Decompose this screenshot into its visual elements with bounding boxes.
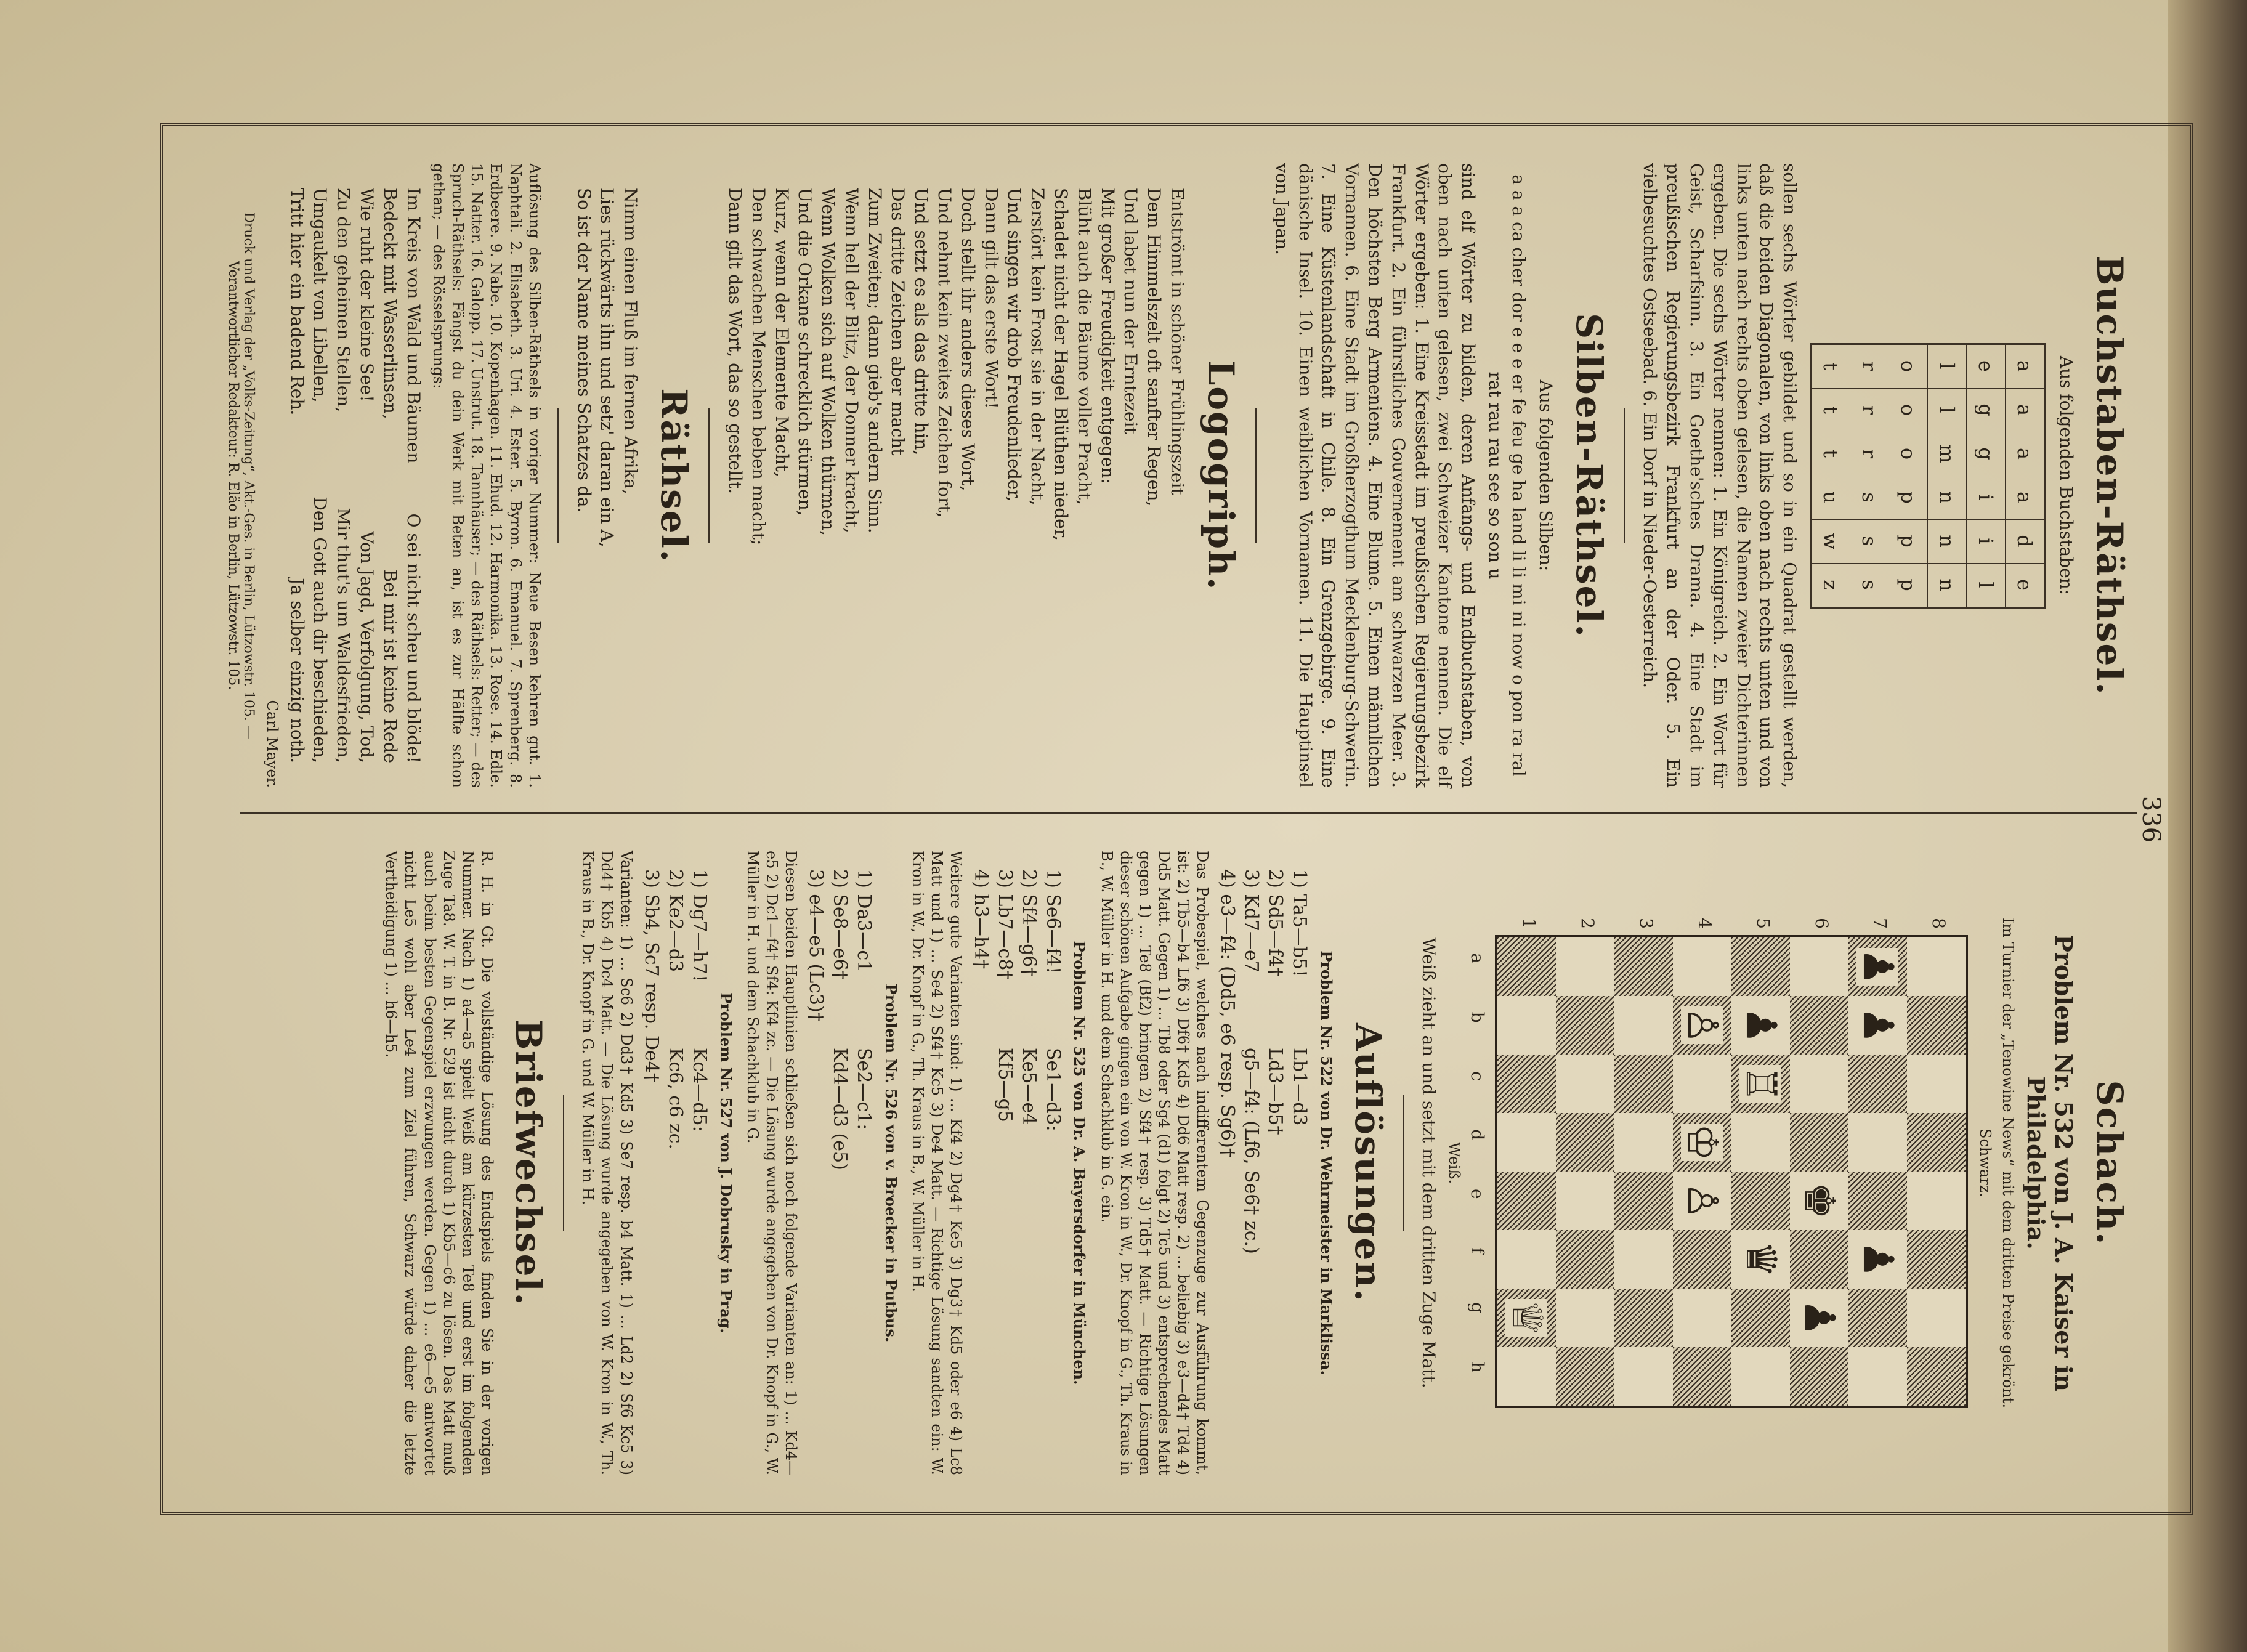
board-square — [1614, 1172, 1673, 1230]
file-label: a — [1467, 953, 1488, 963]
board-square — [1556, 1055, 1614, 1113]
move-row — [993, 869, 1017, 1475]
poem-line: Und labet nun der Erntezeit — [1120, 188, 1141, 434]
rank-label: 4 — [1694, 918, 1715, 929]
board-square — [1731, 1230, 1790, 1289]
board-square — [1614, 937, 1673, 996]
poem-half: Mir thut's um Waldesfrieden, — [333, 508, 354, 763]
board-square — [1907, 1289, 1966, 1347]
board-square — [1848, 1230, 1907, 1289]
board-square — [1848, 996, 1907, 1055]
file-label: g — [1467, 1302, 1488, 1314]
left-column — [225, 163, 2137, 814]
board-square — [1497, 1347, 1556, 1406]
move-text: 1) Dg7—h7! — [688, 869, 710, 982]
chess-piece-icon: ♙ — [1678, 1006, 1727, 1044]
poem-half: Zu den geheimen Stellen, — [333, 188, 354, 413]
move-row — [663, 869, 687, 1475]
board-square — [1848, 1347, 1907, 1406]
file-label: f — [1467, 1247, 1488, 1254]
poem-line — [331, 188, 355, 763]
divider — [563, 1095, 564, 1231]
move-text: Kf5—g5 — [994, 1048, 1016, 1122]
buchstaben-title: Buchstaben-Räthsel. — [2089, 255, 2131, 696]
white-label: Weiß. — [1445, 1141, 1463, 1184]
right-column — [240, 851, 2137, 1475]
poem-line: Das dritte Zeichen aber macht — [888, 188, 909, 456]
chess-piece-icon: ♔ — [1678, 1123, 1727, 1161]
poem-line: Und die Orkane schrecklich stürmen, — [795, 188, 816, 516]
p525-text: Weitere gute Varianten sind: 1) ... Kf4 2) Dg4† Ke5 3) Dg3† Kd5 oder e6 4) Lc8 Matt und 1) ... Se4 2) Sf4† Kc5 3) De4 Matt. — Richtige Lösung sandten ein: W. Kron in W., Dr. Knopf in G., Th. Kraus in B., W. Müller in H. — [909, 851, 965, 1475]
board-square — [1731, 1289, 1790, 1347]
buchstaben-text: sollen sechs Wörter gebildet und so in ein Quadrat gestellt werden, daß die beiden Diagonalen, von links oben nach rechts unten und von links unten nach rechts oben gelesen, die Namen zweier Dichterinnen ergeben. Die sechs Wörter nennen: 1. Ein Königreich. 2. Ein Wort für Geist, Scharfsinn. 3. Ein Goethe'sches Drama. 4. Eine Stadt im preußischen Regierungsbezirk Frankfurt an der Oder. 5. Ein vielbesuchtes Ostseebad. 6. Ein Dorf in Nieder-Oesterreich. — [1640, 163, 1800, 788]
poem-half: Bedeckt mit Wasserlinsen, — [379, 188, 400, 419]
board-square — [1673, 1172, 1731, 1230]
divider — [1624, 408, 1625, 543]
board-square — [1790, 937, 1848, 996]
board-square — [1614, 1055, 1673, 1113]
p522-moves — [1215, 869, 1311, 1475]
board-square — [1907, 1113, 1966, 1172]
move-row — [804, 869, 828, 1475]
silben-title: Silben-Räthsel. — [1568, 313, 1610, 638]
file-label: h — [1467, 1361, 1488, 1373]
board-square — [1673, 937, 1731, 996]
board-square — [1673, 1289, 1731, 1347]
move-row — [639, 869, 663, 1475]
poem-half: Von Jagd, Verfolgung, Tod, — [357, 531, 378, 763]
poem-line: Und nehmt kein zweites Zeichen fort, — [934, 188, 955, 518]
rank-label: 6 — [1811, 918, 1832, 929]
board-square — [1556, 1230, 1614, 1289]
poem-half: O sei nicht scheu und blöde! — [403, 513, 424, 763]
chessboard-wrap — [1495, 851, 1968, 1475]
poem-half: Wie ruht der kleine See! — [357, 188, 378, 402]
move-text — [804, 1048, 828, 1208]
move-text — [1215, 1176, 1239, 1336]
board-square — [1556, 996, 1614, 1055]
divider — [1255, 408, 1257, 543]
board-square — [1614, 996, 1673, 1055]
move-text: Lb1—d3 — [1289, 1048, 1311, 1126]
board-square — [1848, 1113, 1907, 1172]
board-square — [1673, 1347, 1731, 1406]
poem-line: Schadet nicht der Hagel Blüthen nieder, — [1051, 188, 1072, 541]
move-text: 3) Sb4, Sc7 resp. De4† — [640, 869, 662, 1082]
file-label: b — [1467, 1011, 1488, 1023]
board-square — [1731, 1172, 1790, 1230]
divider — [557, 408, 559, 543]
move-text: Ke5—e4 — [1018, 1048, 1040, 1125]
board-square — [1907, 1055, 1966, 1113]
board-square — [1673, 1113, 1731, 1172]
board-square — [1907, 1230, 1966, 1289]
chess-piece-icon: ♟ — [1853, 1240, 1903, 1278]
p525-title: Problem Nr. 525 von Dr. A. Bayersdorfer in München. — [1071, 941, 1089, 1385]
roesselsprung-author: Carl Mayer. — [263, 700, 281, 788]
board-square — [1731, 1347, 1790, 1406]
board-square — [1907, 1347, 1966, 1406]
board-square — [1848, 1172, 1907, 1230]
poem-half: Ja selber einzig noth. — [286, 578, 307, 763]
board-square — [1614, 1113, 1673, 1172]
move-text: Se2—c1: — [853, 1048, 875, 1130]
board-square — [1790, 1055, 1848, 1113]
move-text: Se1—d3: — [1042, 1048, 1064, 1132]
board-square — [1614, 1230, 1673, 1289]
poem-half: Umgaukelt von Libellen, — [310, 188, 331, 403]
move-row — [1017, 869, 1041, 1475]
chess-piece-icon: ♛ — [1736, 1240, 1786, 1278]
board-square — [1497, 1289, 1556, 1347]
p525-moves — [969, 869, 1065, 1475]
poem-line: Nimm einen Fluß im fernen Afrika, — [620, 188, 641, 495]
move-text: 3) e4—e5 (Lc3)† — [805, 869, 827, 1022]
rank-label: 2 — [1577, 918, 1598, 929]
silben-intro: Aus folgenden Silben: — [1535, 379, 1556, 572]
board-square — [1731, 1055, 1790, 1113]
move-row — [687, 869, 711, 1475]
board-square — [1556, 1113, 1614, 1172]
move-row — [1215, 869, 1239, 1475]
move-text: 3) Lb7—c8† — [994, 869, 1016, 980]
silben-text: sind elf Wörter zu bilden, deren Anfangs- und Endbuchstaben, von oben nach unten gelesen, zwei Schweizer Kantone nennen. Die elf Wörter ergeben: 1. Eine Kreisstadt im preußischen Regierungsbezirk Frankfurt. 2. Ein führstliches Gouvernement am schwarzen Meer. 3. Den höchsten Berg Armeniens. 4. Eine Blume. 5. Einen männlichen Vornamen. 6. Eine Stadt im Großherzogthum Mecklenburg-Schwerin. 7. Eine Küstenlandschaft in Chile. 8. Ein Grenzgebirge. 9. Eine dänische Insel. 10. Einen weiblichen Vornamen. 11. Die Hauptinsel von Japan. — [1271, 163, 1479, 788]
black-label: Schwarz. — [1976, 1128, 1994, 1197]
board-square — [1497, 1230, 1556, 1289]
page-number: 336 — [2137, 795, 2165, 843]
rank-label: 7 — [1869, 918, 1890, 929]
board-square — [1556, 1289, 1614, 1347]
chess-piece-icon: ♟ — [1736, 1006, 1786, 1044]
file-label: c — [1467, 1071, 1488, 1081]
p527-title: Problem Nr. 527 von J. Dobrusky in Prag. — [716, 992, 735, 1334]
poem-line: Blüht auch die Bäume voller Pracht, — [1074, 188, 1095, 505]
move-text — [969, 1048, 993, 1208]
move-text: g5—f4: (Lf6, Se6† zc.) — [1241, 1048, 1263, 1254]
board-square — [1673, 996, 1731, 1055]
chessboard — [1495, 935, 1968, 1408]
aufloesungen-title: Auflösungen. — [1346, 1023, 1389, 1303]
poem-half: Bei mir ist keine Rede — [379, 569, 400, 763]
letter-grid: a a a a d e e g g i i l l l m n n n o o o p p p r r r s s s t t t u w z — [1810, 343, 2046, 609]
board-square — [1556, 1172, 1614, 1230]
board-square — [1790, 996, 1848, 1055]
aufloesung-text: Auflösung des Silben-Räthsels in voriger Nummer: Neue Besen kehren gut. 1. Naphtali. 2. Elisabeth. 3. Uri. 4. Ester. 5. Byron. 6. Emanuel. 7. Sprenberg. 8. Erdbeere. 9. Nabe. 10. Kopenhagen. 11. Ehud. 12. Harmonika. 13. Rose. 14. Edle. 15. Natter. 16. Galopp. 17. Unstrut. 18. Tannhäuser; — des Räthsels: Retter; — des Spruch-Räthsels: Fängst du dein Werk mit Beten an, ist es zur Hälfte schon gethan; — des Rösselsprungs: — [429, 163, 543, 788]
move-row — [1041, 869, 1065, 1475]
buchstaben-intro: Aus folgenden Buchstaben: — [2056, 355, 2076, 596]
poem-half: Den Gott auch dir beschieden, — [310, 496, 331, 763]
poem-line: Doch stellt ihr anders dieses Wort, — [957, 188, 978, 492]
file-label: e — [1467, 1188, 1488, 1199]
board-square — [1614, 1347, 1673, 1406]
poem-half: Tritt hier ein badend Reh. — [286, 188, 307, 416]
board-square — [1907, 937, 1966, 996]
board-square — [1497, 1055, 1556, 1113]
board-square — [1790, 1172, 1848, 1230]
problem-532-subtitle: Im Turnier der „Tenowine News“ mit dem dritten Preise gekrönt. — [1999, 917, 2017, 1409]
poem-line — [402, 188, 425, 763]
board-square — [1790, 1347, 1848, 1406]
poem-line: Und singen wir drob Freudenlieder, — [1004, 188, 1025, 502]
board-square — [1731, 937, 1790, 996]
poem-line: Entströmt in schöner Frühlingszeit — [1167, 188, 1188, 495]
poem-line: Den schwachen Menschen beben macht; — [748, 188, 769, 546]
chess-piece-icon: ♟ — [1795, 1298, 1844, 1337]
poem-line: Dem Himmelszelt oft sanfter Regen, — [1144, 188, 1165, 507]
raethsel-title: Räthsel. — [653, 388, 695, 563]
chess-piece-icon: ♟ — [1853, 1006, 1903, 1044]
move-text: 4) e3—f4: (Dd5, e6 resp. Sg6)† — [1217, 869, 1239, 1157]
move-row — [1287, 869, 1311, 1475]
raethsel-poem — [572, 188, 642, 763]
poem-line: Wenn hell der Blitz, der Donner kracht, — [841, 188, 862, 533]
p527-moves — [639, 869, 711, 1475]
move-row — [1239, 869, 1263, 1475]
board-square — [1848, 1289, 1907, 1347]
move-text: 4) h3—h4† — [970, 869, 992, 970]
move-row — [1263, 869, 1287, 1475]
board-square — [1848, 937, 1907, 996]
board-square — [1907, 1172, 1966, 1230]
move-text: 3) Kd7—e7 — [1241, 869, 1263, 973]
roesselsprung-poem — [285, 188, 425, 763]
chess-piece-icon: ♖ — [1736, 1064, 1786, 1103]
board-square — [1790, 1230, 1848, 1289]
board-square — [1497, 1172, 1556, 1230]
board-square — [1848, 1055, 1907, 1113]
move-text: Kc4—d5: — [688, 1048, 710, 1132]
imprint-footer: Druck und Verlag der „Volks-Zeitung“, Akt.-Ges. in Berlin, Lützowstr. 105. — Verantwortlicher Redakteur: R. Eläo in Berlin, Lützowstr. 105. — [225, 212, 256, 739]
rank-label: 3 — [1635, 918, 1656, 929]
board-square — [1790, 1289, 1848, 1347]
move-text: Kc6, c6 zc. — [664, 1048, 686, 1149]
board-square — [1790, 1113, 1848, 1172]
file-label: d — [1467, 1129, 1488, 1141]
move-text: 1) Da3—c1 — [853, 869, 875, 973]
schach-title: Schach. — [2089, 1080, 2131, 1246]
move-text: Ld3—b5† — [1265, 1048, 1287, 1135]
poem-line: Dann gilt das erste Wort! — [981, 188, 1002, 409]
silben-syllables: a a a ca cher dor e e e er fe feu ge ha land li li mi ni now o pon ra ral rat rau rau see so son u — [1485, 174, 1529, 777]
chess-piece-icon: ♙ — [1678, 1181, 1727, 1220]
p522-text: Das Probespiel, welches nach indifferentem Gegenzuge zur Ausführung kommt, ist: 2) Tb5—b4 Lf6 3) Df6† Kd5 4) Dd6 Matt resp. 2) ... beliebig 3) e3—d4† Td4 4) Dd5 Matt. Gegen 1) ... Tb8 oder Sg4 (d1) folgt 2) Tc5 und 3) entsprechendes Matt gegen 1) ... Te8 (Bf2) bringen 2) Sf4† resp. 3) Td5† Matt. — Richtige Lösungen dieser schönen Aufgabe gingen ein von W. Kron in W., Dr. Knopf in G., Th. Kraus in B., W. Müller in H. und dem Schachklub in G. ein. — [1098, 851, 1212, 1475]
poem-line: Und setzt es als das dritte hin, — [911, 188, 932, 456]
board-square — [1497, 937, 1556, 996]
poem-line — [378, 188, 402, 763]
board-square — [1907, 996, 1966, 1055]
briefwechsel-title: Briefwechsel. — [508, 1019, 550, 1306]
move-text: 2) Se8—e6† — [829, 869, 851, 980]
board-square — [1556, 937, 1614, 996]
poem-half: Im Kreis von Wald und Bäumen — [403, 188, 424, 464]
board-square — [1731, 996, 1790, 1055]
p522-title: Problem Nr. 522 von Dr. Wehrmeister in Marklissa. — [1317, 950, 1335, 1375]
poem-line — [355, 188, 378, 763]
p526-moves — [804, 869, 876, 1475]
page-frame — [160, 123, 2193, 1515]
move-row — [828, 869, 852, 1475]
poem-line: Kurz, wenn der Elemente Macht, — [771, 188, 792, 477]
move-text — [639, 1101, 663, 1261]
board-square — [1497, 996, 1556, 1055]
briefwechsel-text: R. H. in Gt. Die vollständige Lösung des Endspiels finden Sie in der vorigen Nummer. Nach 1) a4—a5 spielt Weiß am kürzesten Te8 und erst im folgenden Zuge Ta8. W. T. in B. Nr. 529 ist nicht durch 1) Kb5—c6 zu lösen. Das Matt muß auch beim besten Gegenspiel erzwungen werden. Gegen 1) ... e6—e5 antwortet nicht Le5 wohl aber Le4 zum Ziel führen, Schwarz würde daher die letzte Vertheidigung 1) ... h6—h5. — [383, 851, 496, 1475]
board-square — [1556, 1347, 1614, 1406]
divider — [1403, 1095, 1404, 1231]
move-text: 2) Sf4—g6† — [1018, 869, 1040, 977]
move-row — [969, 869, 993, 1475]
board-square — [1673, 1055, 1731, 1113]
rank-labels — [1500, 918, 1968, 929]
stipulation: Weiß zieht an und setzt mit dem dritten Zuge Matt. — [1419, 937, 1439, 1388]
p526-title: Problem Nr. 526 von v. Broecker in Putbus. — [881, 983, 900, 1343]
poem-line — [309, 188, 332, 763]
chess-piece-icon: ♚ — [1795, 1181, 1844, 1220]
problem-532-title: Problem Nr. 532 von J. A. Kaiser in Philadelphia. — [2022, 934, 2078, 1391]
poem-line: Zum Zweiten; dann gieb's andern Sinn. — [864, 188, 885, 533]
divider — [708, 408, 710, 543]
move-text: 1) Ta5—b5! — [1289, 869, 1311, 978]
p526-text: Diesen beiden Hauptlinien schließen sich noch folgende Varianten an: 1) ... Kd4—e5 2) Dc1—f4† Sf4: Kf4 zc. — Die Lösung wurde angegeben von Dr. Knopf in G., W. Müller in H. und dem Schachklub in G. — [744, 851, 800, 1475]
move-text: 2) Ke2—d3 — [664, 869, 686, 973]
poem-line: Wenn Wolken sich auf Wolken thürmen, — [818, 188, 839, 536]
poem-line: Mit großer Freudigkeit entgegen: — [1097, 188, 1118, 484]
rank-label: 8 — [1928, 918, 1949, 929]
board-square — [1614, 1289, 1673, 1347]
p527-text: Varianten: 1) ... Sc6 2) Dd3† Kd5 3) Se7 resp. b4 Matt. 1) ... Ld2 2) Sf6 Kc5 3) Dd4† Kb5 4) Dc4 Matt. — Die Lösung wurde angegeben von W. Kron in W., Th. Kraus in B., Dr. Knopf in G. und W. Müller in H. — [579, 851, 635, 1475]
poem-line: Dann gilt das Wort, das so gestellt. — [724, 188, 745, 494]
move-text: 2) Sd5—f4† — [1265, 869, 1287, 977]
poem-line: Lies rückwärts ihn und setz' daran ein A, — [597, 188, 618, 548]
move-text: Kd4—d3 (e5) — [829, 1048, 851, 1170]
board-square — [1673, 1230, 1731, 1289]
logogriph-title: Logogriph. — [1200, 360, 1242, 591]
rank-label: 1 — [1518, 918, 1539, 929]
move-text: 1) Se6—f4! — [1042, 869, 1064, 974]
chess-piece-icon: ♟ — [1853, 947, 1903, 986]
board-square — [1731, 1113, 1790, 1172]
rank-label: 5 — [1752, 918, 1773, 929]
chess-piece-icon: ♕ — [1502, 1298, 1552, 1337]
file-labels — [1467, 929, 1488, 1397]
board-square — [1497, 1113, 1556, 1172]
poem-line — [285, 188, 309, 763]
move-row — [852, 869, 876, 1475]
logogriph-poem — [723, 188, 1189, 763]
poem-line: So ist der Name meines Schatzes da. — [573, 188, 594, 513]
poem-line: Zerstört kein Frost sie in der Nacht, — [1027, 188, 1048, 506]
